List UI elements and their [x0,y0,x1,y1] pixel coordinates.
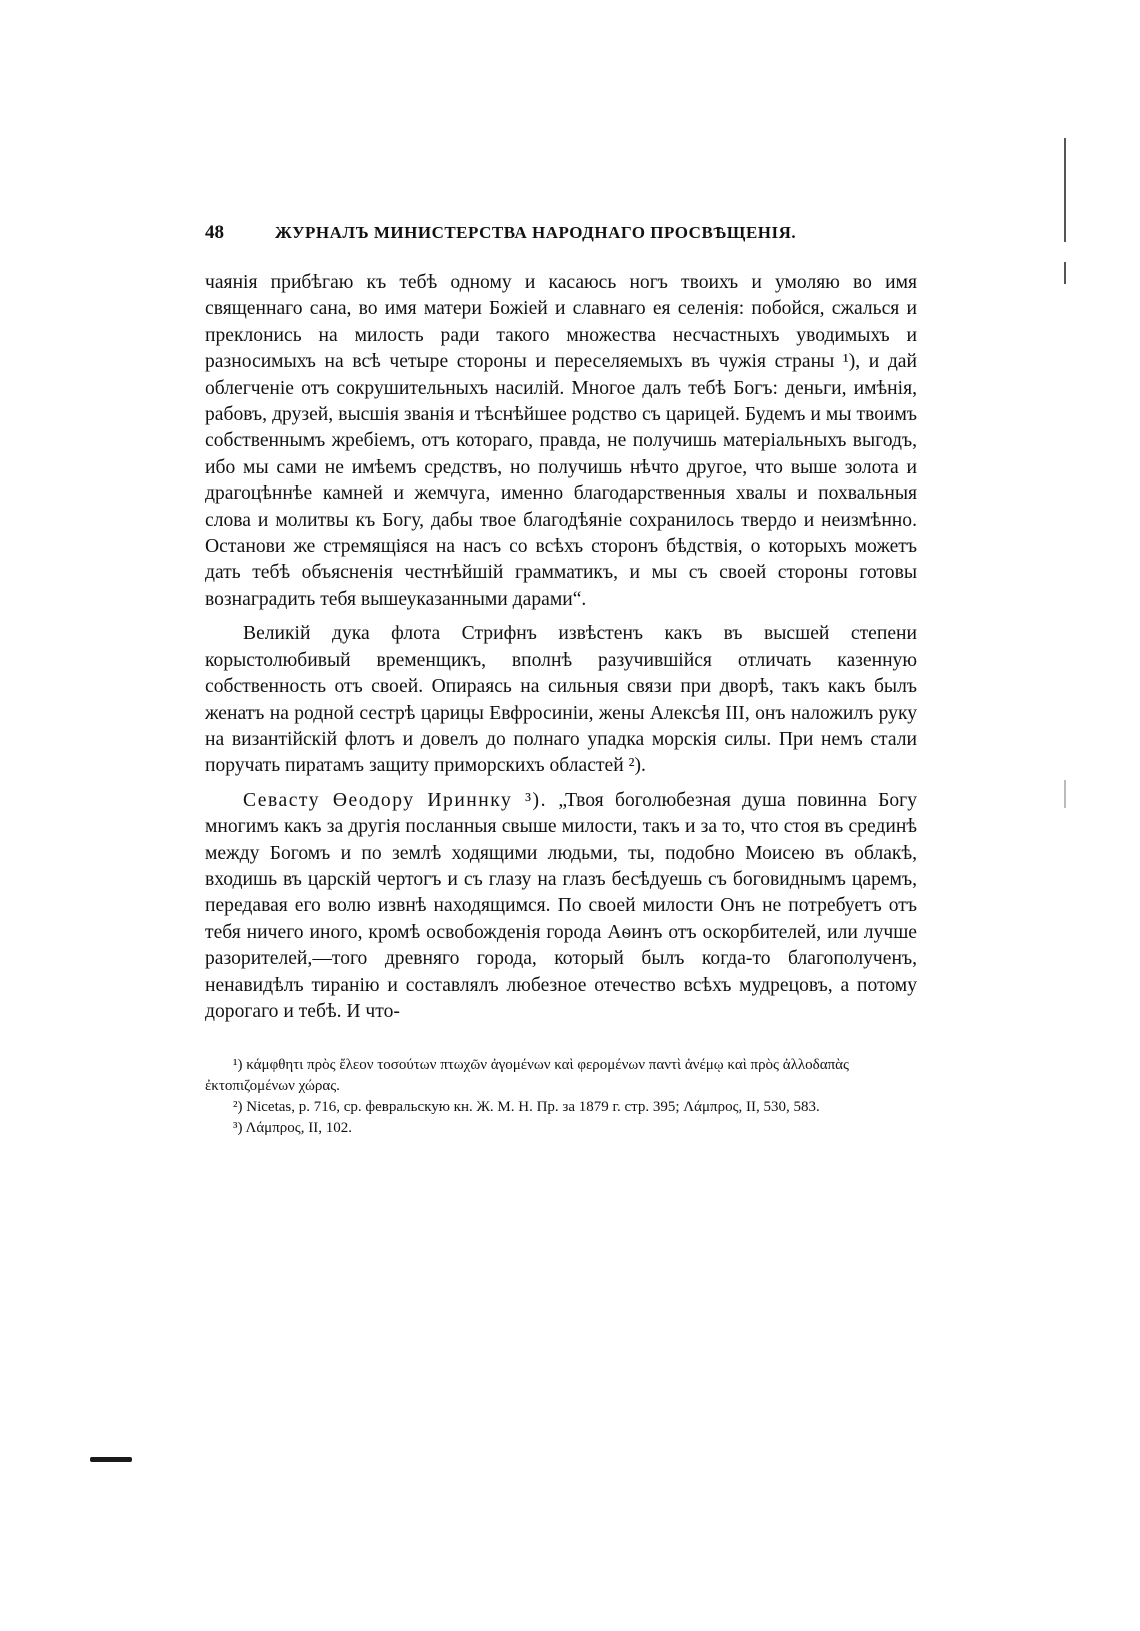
scan-edge-line [1064,262,1066,284]
page-number: 48 [205,222,224,243]
footnote-marker: ³) [233,1120,243,1137]
letter-text: „Твоя боголюбезная душа повинна Богу многимъ какъ за другія посланныя свыше милости, такъ и за то, что стоя въ срединѣ между Богомъ и по землѣ ходящими людьми, ты, подобно Моисею въ облакѣ, входишь въ царскій чертогъ и съ глазу на глазъ бесѣдуешь съ боговиднымъ царемъ, передавая его волю извнѣ находящимся. По своей милости Онъ не потребуетъ отъ тебя ничего иного, кромѣ освобожденія города Аѳинъ отъ оскорбителей, или лучше разорителей,—того древняго города, который былъ когда-то благополученъ, ненавидѣлъ тиранію и составлялъ любезное отечество всѣхъ мудрецовъ, а потому дорогаго и тебѣ. И что- [205,789,918,1022]
scan-artifact-mark [90,1457,132,1462]
footnote-3 [205,1118,917,1139]
scan-edge-line [1064,138,1066,242]
scan-edge-line [1064,780,1066,808]
book-page [205,222,917,1139]
footnote-marker: ¹) [233,1057,243,1074]
footnote-text: κάμφθητι πρὸς ἔλεον τοσούτων πτωχῶν ἀγομένων καὶ φερομένων παντὶ ἀνέμῳ καὶ πρὸς ἀλλοδαπὰς ἐκτοπιζομένων χώρας. [205,1057,849,1095]
footnote-marker: ²) [233,1099,243,1116]
paragraph-1: чаянія прибѣгаю къ тебѣ одному и касаюсь ногъ твоихъ и умоляю во имя священнаго сана, во имя матери Божіей и славнаго ея селенія: побойся, сжалься и преклонись на милость ради такого множества несчастныхъ уводимыхъ и разносимыхъ на всѣ четыре стороны и переселяемыхъ въ чужія страны ¹), и дай облегченіе отъ сокрушительныхъ насилій. Многое далъ тебѣ Богъ: деньги, имѣнія, рабовъ, друзей, высшія званія и тѣснѣйшее родство съ царицей. Будемъ и мы твоимъ собственнымъ жребіемъ, отъ котораго, правда, не получишь матеріальныхъ выгодъ, ибо мы сами не имѣемъ средствъ, но получишь нѣчто другое, что выше золота и драгоцѣннѣе камней и жемчуга, именно благодарственныя хвалы и похвальныя слова и молитвы къ Богу, дабы твое благодѣяніе сохранилось твердо и неизмѣнно. Останови же стремящіяся на насъ со всѣхъ сторонъ бѣдствія, о которыхъ можетъ дать тебѣ объясненія честнѣйшій грамматикъ, и мы съ своей стороны готовы вознаградить тебя вышеуказанными дарами“. [205,272,917,610]
footnote-text: Nicetas, p. 716, ср. февральскую кн. Ж. М. Н. Пр. за 1879 г. стр. 395; Λάμπρος, II, 530, 583. [246,1099,820,1116]
paragraph-3 [205,788,917,1026]
main-text [205,270,917,1025]
letter-addressee: Севасту Өеодору Ириннку ³). [243,789,547,811]
footnote-text: Λάμπρος, II, 102. [245,1120,352,1137]
footnote-1 [205,1055,917,1097]
page-header [205,222,917,252]
paragraph-2: Великій дука флота Стрифнъ извѣстенъ какъ въ высшей степени корыстолюбивый временщикъ, вполнѣ разучившійся отличать казенную собственность отъ своей. Опираясь на сильныя связи при дворѣ, такъ какъ былъ женатъ на родной сестрѣ царицы Евфросиніи, жены Алексѣя III, онъ наложилъ руку на византійскій флотъ и довелъ до полнаго упадка морскія силы. При немъ стали поручать пиратамъ защиту приморскихъ областей ²). [205,623,917,777]
footnotes [205,1055,917,1139]
footnote-2 [205,1097,917,1118]
running-title: ЖУРНАЛЪ МИНИСТЕРСТВА НАРОДНАГО ПРОСВѢЩЕНІЯ. [275,223,797,242]
